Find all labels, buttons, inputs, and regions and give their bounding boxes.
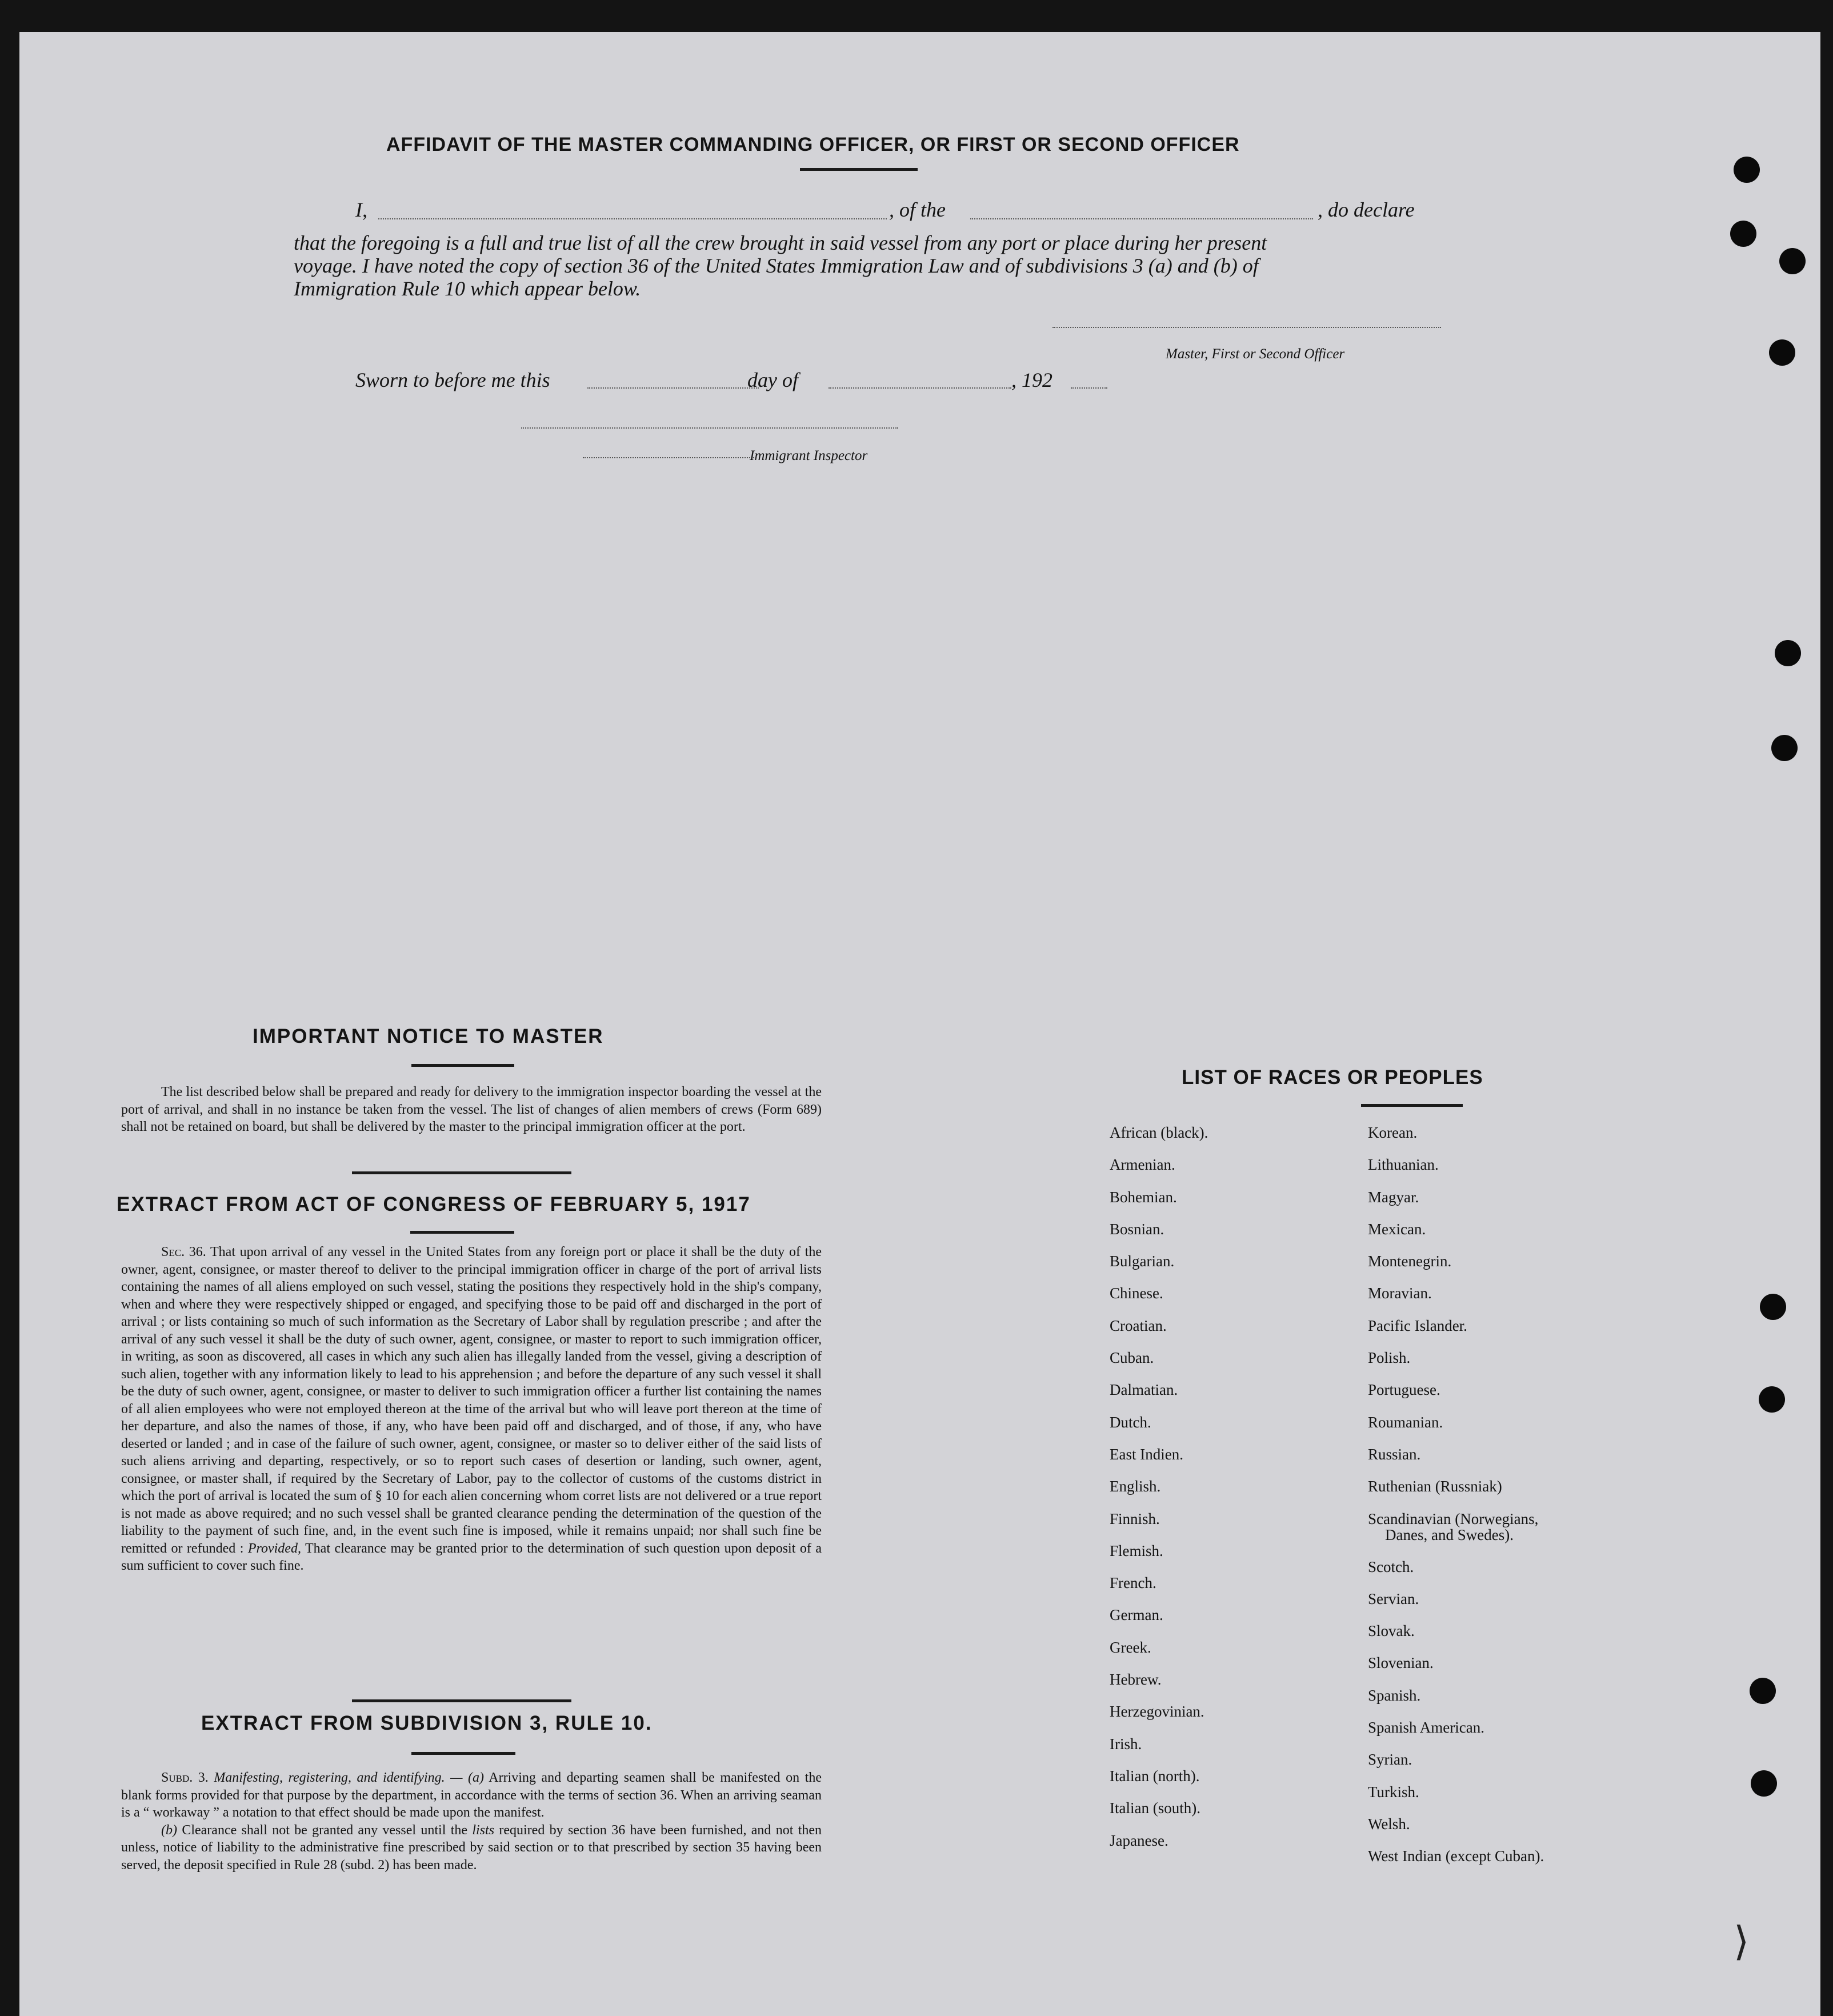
punch-hole xyxy=(1775,640,1801,666)
act-paragraph xyxy=(121,1243,822,1575)
affidavit-do-declare-label: , do declare xyxy=(1318,198,1415,221)
race-item: English. xyxy=(1110,1478,1161,1495)
race-item: Servian. xyxy=(1368,1590,1419,1607)
races-column-1 xyxy=(1110,1117,1208,1857)
punch-hole xyxy=(1759,1386,1785,1413)
provided-word: Provided, xyxy=(247,1541,301,1556)
race-item: Bohemian. xyxy=(1110,1188,1177,1206)
act-divider xyxy=(352,1699,571,1702)
notice-divider xyxy=(352,1171,571,1174)
race-item: Spanish American. xyxy=(1368,1719,1484,1737)
race-item: Flemish. xyxy=(1110,1542,1163,1559)
sworn-label: Sworn to before me this xyxy=(355,369,550,391)
race-item: Pacific Islander. xyxy=(1368,1317,1467,1334)
race-item: Roumanian. xyxy=(1368,1413,1443,1431)
punch-hole xyxy=(1751,1770,1777,1797)
affidavit-body-line-1: that the foregoing is a full and true list of all the crew brought in said vessel from any port or place during her present xyxy=(294,231,1267,254)
race-item: Mexican. xyxy=(1368,1220,1426,1238)
punch-hole xyxy=(1771,735,1798,761)
race-item: African (black). xyxy=(1110,1124,1208,1141)
affidavit-body-line-2: voyage. I have noted the copy of section 36 of the United States Immigration Law and of subdivisions 3 (a) and (b) of xyxy=(294,254,1259,277)
subd-heading: Manifesting, registering, and identifying. — (a) xyxy=(214,1770,485,1785)
race-item: East Indien. xyxy=(1110,1445,1183,1463)
act-extract-title: EXTRACT FROM ACT OF CONGRESS OF FEBRUARY 5, 1917 xyxy=(117,1193,751,1215)
document-page xyxy=(19,32,1820,2016)
act-body-end: That clearance may be granted prior to the determination of such question upon deposit of a sum sufficient to cover such fine. xyxy=(121,1541,822,1573)
race-item: German. xyxy=(1110,1606,1163,1624)
lists-word: lists xyxy=(472,1822,495,1838)
race-item: Irish. xyxy=(1110,1735,1142,1753)
race-item: Italian (south). xyxy=(1110,1799,1200,1817)
act-title-underline xyxy=(410,1231,514,1234)
race-item: French. xyxy=(1110,1574,1156,1592)
punch-hole xyxy=(1760,1294,1786,1320)
race-item: Greek. xyxy=(1110,1638,1151,1656)
notice-title: IMPORTANT NOTICE TO MASTER xyxy=(253,1025,604,1047)
officer-signature-line xyxy=(1052,327,1441,328)
race-item-line: Scandinavian (Norwegians, xyxy=(1368,1510,1539,1527)
section-label: Sec. 36. xyxy=(161,1245,206,1259)
inspector-signature-line-1 xyxy=(521,427,898,429)
punch-hole xyxy=(1769,339,1795,366)
race-item: Montenegrin. xyxy=(1368,1253,1452,1270)
affidavit-title-underline xyxy=(800,168,918,171)
race-item: Chinese. xyxy=(1110,1285,1163,1302)
affidavit-of-the-label: , of the xyxy=(889,198,946,221)
races-title: LIST OF RACES OR PEOPLES xyxy=(1182,1066,1483,1089)
inspector-caption: Immigrant Inspector xyxy=(750,448,868,463)
race-item: Finnish. xyxy=(1110,1510,1160,1527)
rule-para-b-text-2: required by section 36 have been furnished, and not then unless, notice of liability to the administrative fine prescribed by said section or to that prescribed by section 35 having been served, the deposit specified in Rule 28 (subd. 2) has been made. xyxy=(121,1822,822,1873)
punch-hole xyxy=(1750,1678,1776,1704)
races-column-2 xyxy=(1368,1117,1544,1873)
race-item: Italian (north). xyxy=(1110,1767,1200,1785)
year-prefix-label: , 192 xyxy=(1011,369,1052,391)
race-item: Cuban. xyxy=(1110,1349,1154,1367)
sworn-month-blank-line xyxy=(829,387,1011,389)
race-item: Slovak. xyxy=(1368,1622,1415,1640)
race-item: Magyar. xyxy=(1368,1188,1419,1206)
punch-hole xyxy=(1734,157,1760,183)
race-item: Moravian. xyxy=(1368,1285,1432,1302)
race-item: Dalmatian. xyxy=(1110,1381,1178,1399)
race-item: Bosnian. xyxy=(1110,1220,1164,1238)
notice-title-underline xyxy=(411,1064,514,1067)
notice-text xyxy=(121,1083,822,1136)
race-item-scandinavian xyxy=(1368,1503,1544,1551)
punch-hole xyxy=(1779,248,1806,274)
rule-para-b-text-1: Clearance shall not be granted any vessel until the xyxy=(182,1822,468,1838)
para-b-label: (b) xyxy=(161,1822,177,1838)
rule-title-underline xyxy=(411,1752,515,1755)
day-of-label: day of xyxy=(747,369,798,391)
race-item: Ruthenian (Russniak) xyxy=(1368,1478,1502,1495)
races-title-underline xyxy=(1361,1104,1463,1107)
rule-paragraph-b xyxy=(121,1822,822,1874)
race-item: Japanese. xyxy=(1110,1831,1168,1849)
race-item: Spanish. xyxy=(1368,1686,1421,1704)
affidavit-i-label: I, xyxy=(355,198,367,221)
rule-extract-title: EXTRACT FROM SUBDIVISION 3, RULE 10. xyxy=(201,1712,653,1734)
officer-signature-caption: Master, First or Second Officer xyxy=(1166,346,1345,362)
punch-hole xyxy=(1730,221,1756,247)
race-item: Korean. xyxy=(1368,1124,1418,1141)
name-blank-line xyxy=(378,218,887,219)
act-body: That upon arrival of any vessel in the United States from any foreign port or place it shall be the duty of the owner, agent, consignee, or master thereof to deliver to the principal immigration officer in charge of the port of arrival lists containing the names of all aliens employed on such vessel, stating the positions they respectively hold in the ship's company, when and where they were respectively shipped or engaged, and specifying those to be paid off and discharged in the port of arrival ; or lists containing so much of such information as the Secretary of Labor shall by regulation prescribe ; and after the arrival of any such vessel it shall be the duty of such owner, agent, consignee, or master to report to such immigration officer, in writing, as soon as discovered, all cases in which any such alien has illegally landed from the vessel, giving a description of such alien, together with any information likely to lead to his apprehension ; and before the departure of any such vessel it shall be the duty of such owner, agent, consignee, or master to deliver to such immigration officer a further list containing the names of all alien employees who were not employed thereon at the time of the arrival but who will leave port thereon at the time of her departure, and also the names of those, if any, who have been paid off and discharged, and of those, if any, who have deserted or landed ; and in case of the failure of such owner, agent, consignee, or master so to deliver either of the said lists of such aliens arriving and departing, respectively, or so to report such cases of desertion or landing, such owner, agent, consignee, or master shall, if required by the Secretary of Labor, pay to the collector of customs of the customs district in which the port of arrival is located the sum of § 10 for each alien concerning whom corret lists are not delivered or a true report is not made as above required; and no such vessel shall be granted clearance pending the determination of the question of the liability to the payment of such fine, and, in the event such fine is imposed, while it remains unpaid; nor shall such fine be remitted or refunded : xyxy=(121,1245,822,1556)
race-item: Hebrew. xyxy=(1110,1671,1162,1689)
affidavit-title: AFFIDAVIT OF THE MASTER COMMANDING OFFICER, OR FIRST OR SECOND OFFICER xyxy=(386,134,1240,155)
vessel-blank-line xyxy=(970,218,1313,219)
race-item: Russian. xyxy=(1368,1445,1421,1463)
race-item: Armenian. xyxy=(1110,1156,1175,1174)
race-item: Syrian. xyxy=(1368,1751,1412,1769)
year-blank-line xyxy=(1071,387,1107,389)
race-item: Welsh. xyxy=(1368,1815,1410,1833)
race-item: Turkish. xyxy=(1368,1783,1419,1801)
race-item: Bulgarian. xyxy=(1110,1253,1175,1270)
rule-para-a-text: Arriving and departing seamen shall be manifested on the blank forms provided for that purpose by the department, in accordance with the terms of section 36. When an arriving seaman is a “ workaway ” a notation to that effect should be made upon the manifest. xyxy=(121,1770,822,1820)
race-item: Slovenian. xyxy=(1368,1654,1434,1672)
race-item-line: Danes, and Swedes). xyxy=(1385,1526,1514,1543)
race-item: Dutch. xyxy=(1110,1413,1151,1431)
race-item: Herzegovinian. xyxy=(1110,1703,1204,1721)
pencil-mark: ⟩ xyxy=(1734,1920,1750,1964)
affidavit-body-line-3: Immigration Rule 10 which appear below. xyxy=(294,277,641,300)
race-item: Lithuanian. xyxy=(1368,1156,1439,1174)
race-item: Scotch. xyxy=(1368,1558,1414,1575)
race-item: West Indian (except Cuban). xyxy=(1368,1847,1544,1865)
race-item: Croatian. xyxy=(1110,1317,1167,1334)
act-extract-text xyxy=(121,1243,822,1575)
notice-paragraph: The list described below shall be prepared and ready for delivery to the immigration inspector boarding the vessel at the port of arrival, and shall in no instance be taken from the vessel. The list of changes of alien members of crews (Form 689) shall not be retained on board, but shall be delivered by the master to the principal immigration officer at the port. xyxy=(121,1085,822,1134)
inspector-signature-line-2 xyxy=(583,457,754,458)
race-item: Portuguese. xyxy=(1368,1381,1440,1399)
race-item: Polish. xyxy=(1368,1349,1411,1367)
rule-paragraph-a xyxy=(121,1769,822,1822)
rule-extract-text xyxy=(121,1769,822,1874)
sworn-day-blank-line xyxy=(587,387,759,389)
subd-label: Subd. 3. xyxy=(161,1770,209,1785)
